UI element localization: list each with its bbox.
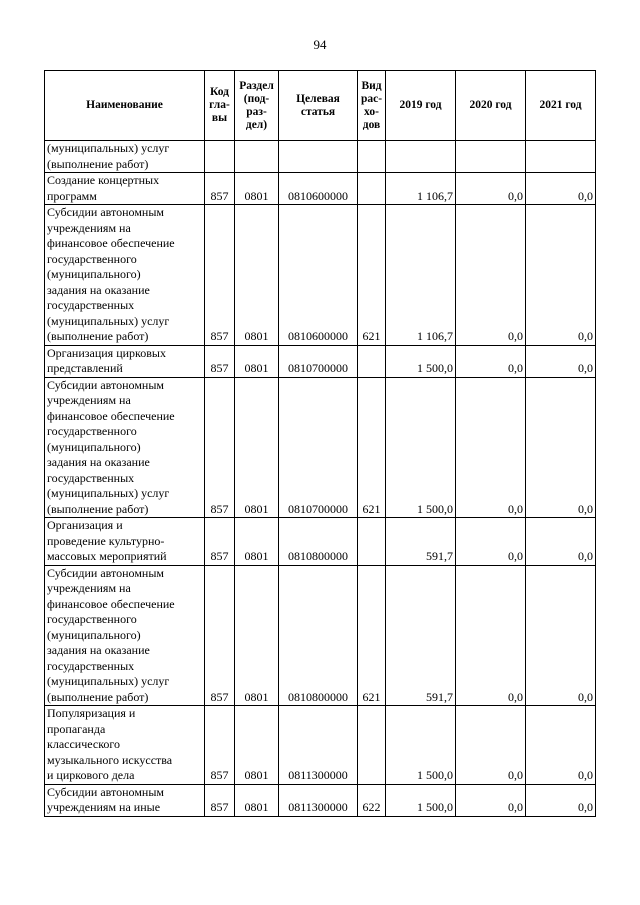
cell-vid — [358, 518, 386, 566]
cell-vid — [358, 706, 386, 785]
cell-2019: 1 500,0 — [386, 706, 456, 785]
cell-2019: 591,7 — [386, 565, 456, 706]
cell-vid — [358, 173, 386, 205]
cell-2021: 0,0 — [526, 518, 596, 566]
cell-code: 857 — [205, 784, 235, 816]
budget-table — [44, 70, 596, 817]
cell-target: 0810700000 — [279, 345, 358, 377]
cell-target: 0811300000 — [279, 784, 358, 816]
header-code: Код гла- вы — [205, 71, 235, 141]
cell-code: 857 — [205, 345, 235, 377]
table-body — [45, 141, 596, 817]
cell-code: 857 — [205, 205, 235, 346]
cell-2019 — [386, 141, 456, 173]
cell-section: 0801 — [235, 518, 279, 566]
cell-code — [205, 141, 235, 173]
cell-name: Популяризация и пропаганда классического музыкального искусства и циркового дела — [45, 706, 205, 785]
table-row — [45, 565, 596, 706]
table-row — [45, 706, 596, 785]
cell-2019: 1 500,0 — [386, 377, 456, 518]
cell-2020: 0,0 — [456, 173, 526, 205]
cell-target — [279, 141, 358, 173]
cell-vid — [358, 141, 386, 173]
cell-code: 857 — [205, 518, 235, 566]
cell-target: 0810800000 — [279, 565, 358, 706]
cell-2021: 0,0 — [526, 377, 596, 518]
header-2019: 2019 год — [386, 71, 456, 141]
cell-name: Организация цирковых представлений — [45, 345, 205, 377]
cell-section: 0801 — [235, 173, 279, 205]
cell-code: 857 — [205, 565, 235, 706]
table-row — [45, 173, 596, 205]
cell-name: (муниципальных) услуг (выполнение работ) — [45, 141, 205, 173]
cell-section: 0801 — [235, 345, 279, 377]
cell-2021: 0,0 — [526, 565, 596, 706]
cell-code: 857 — [205, 377, 235, 518]
table-row — [45, 518, 596, 566]
cell-2021: 0,0 — [526, 173, 596, 205]
cell-section: 0801 — [235, 784, 279, 816]
cell-target: 0810700000 — [279, 377, 358, 518]
cell-2020: 0,0 — [456, 706, 526, 785]
cell-code: 857 — [205, 173, 235, 205]
header-target: Целевая статья — [279, 71, 358, 141]
cell-2020: 0,0 — [456, 565, 526, 706]
cell-name: Создание концертных программ — [45, 173, 205, 205]
cell-vid: 621 — [358, 377, 386, 518]
header-vid: Вид рас- хо- дов — [358, 71, 386, 141]
cell-name: Субсидии автономным учреждениям на финансовое обеспечение государственного (муниципального) задания на оказание государственных (муниципальных) услуг (выполнение работ) — [45, 565, 205, 706]
cell-name: Субсидии автономным учреждениям на финансовое обеспечение государственного (муниципального) задания на оказание государственных (муниципальных) услуг (выполнение работ) — [45, 205, 205, 346]
cell-2021 — [526, 141, 596, 173]
cell-vid: 621 — [358, 565, 386, 706]
cell-2020 — [456, 141, 526, 173]
table-row — [45, 345, 596, 377]
cell-2020: 0,0 — [456, 205, 526, 346]
table-row — [45, 377, 596, 518]
cell-vid: 622 — [358, 784, 386, 816]
cell-target: 0810600000 — [279, 205, 358, 346]
cell-2019: 1 106,7 — [386, 205, 456, 346]
cell-vid — [358, 345, 386, 377]
cell-target: 0810800000 — [279, 518, 358, 566]
cell-2019: 1 500,0 — [386, 345, 456, 377]
cell-target: 0810600000 — [279, 173, 358, 205]
cell-2020: 0,0 — [456, 377, 526, 518]
cell-2021: 0,0 — [526, 205, 596, 346]
table-row — [45, 205, 596, 346]
table-header-row — [45, 71, 596, 141]
cell-section — [235, 141, 279, 173]
header-section: Раздел (под- раз- дел) — [235, 71, 279, 141]
header-name: Наименование — [45, 71, 205, 141]
cell-target: 0811300000 — [279, 706, 358, 785]
cell-name: Организация и проведение культурно- массовых мероприятий — [45, 518, 205, 566]
cell-2020: 0,0 — [456, 784, 526, 816]
page-number: 94 — [313, 37, 327, 52]
cell-name: Субсидии автономным учреждениям на иные — [45, 784, 205, 816]
cell-name: Субсидии автономным учреждениям на финансовое обеспечение государственного (муниципального) задания на оказание государственных (муниципальных) услуг (выполнение работ) — [45, 377, 205, 518]
table-row — [45, 784, 596, 816]
cell-section: 0801 — [235, 377, 279, 518]
cell-section: 0801 — [235, 565, 279, 706]
cell-section: 0801 — [235, 706, 279, 785]
cell-2021: 0,0 — [526, 706, 596, 785]
cell-section: 0801 — [235, 205, 279, 346]
header-2020: 2020 год — [456, 71, 526, 141]
table-row — [45, 141, 596, 173]
cell-vid: 621 — [358, 205, 386, 346]
cell-2020: 0,0 — [456, 518, 526, 566]
cell-2021: 0,0 — [526, 345, 596, 377]
cell-code: 857 — [205, 706, 235, 785]
cell-2019: 1 106,7 — [386, 173, 456, 205]
header-2021: 2021 год — [526, 71, 596, 141]
cell-2019: 1 500,0 — [386, 784, 456, 816]
cell-2021: 0,0 — [526, 784, 596, 816]
cell-2020: 0,0 — [456, 345, 526, 377]
cell-2019: 591,7 — [386, 518, 456, 566]
